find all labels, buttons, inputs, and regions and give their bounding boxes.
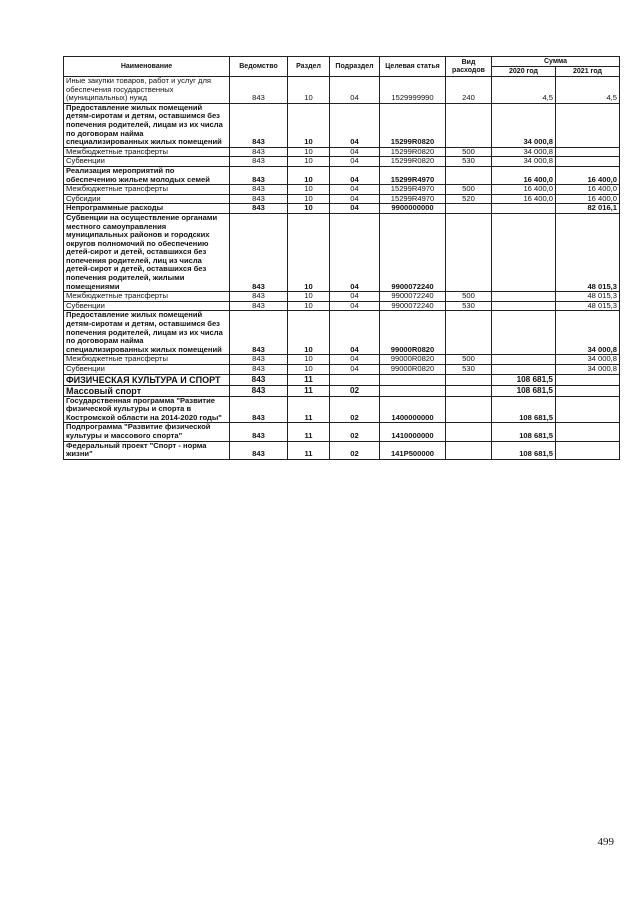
cell-subsection: 02: [330, 423, 380, 441]
cell-dept: 843: [230, 157, 288, 167]
table-row: [64, 77, 620, 104]
cell-2021: 16 400,0: [556, 166, 620, 184]
cell-subsection: 04: [330, 213, 380, 291]
cell-section: 10: [288, 166, 330, 184]
cell-name: Предоставление жилых помещений детям-сиротам и детям, оставшимся без попечения родителей, лицам из их числа по договорам найма специализированных жилых помещений: [64, 103, 230, 147]
cell-2020: [492, 213, 556, 291]
cell-dept: 843: [230, 194, 288, 204]
cell-target: 1529999990: [380, 77, 446, 104]
cell-2020: 108 681,5: [492, 441, 556, 459]
cell-2020: [492, 301, 556, 311]
cell-dept: 843: [230, 365, 288, 375]
cell-2020: [492, 365, 556, 375]
cell-subsection: 04: [330, 77, 380, 104]
header-2020: 2020 год: [492, 67, 556, 77]
header-target: Целевая статья: [380, 57, 446, 77]
cell-section: 10: [288, 292, 330, 302]
cell-2021: [556, 396, 620, 423]
cell-subsection: 04: [330, 157, 380, 167]
table-row: [64, 385, 620, 396]
cell-2020: 16 400,0: [492, 194, 556, 204]
cell-2021: [556, 441, 620, 459]
cell-2021: 16 400,0: [556, 194, 620, 204]
cell-name: Межбюджетные трансферты: [64, 147, 230, 157]
cell-section: 10: [288, 147, 330, 157]
page-number: 499: [597, 836, 614, 848]
cell-target: 15299R0820: [380, 147, 446, 157]
cell-target: 15299R4970: [380, 185, 446, 195]
table-row: [64, 365, 620, 375]
cell-target: 1400000000: [380, 396, 446, 423]
cell-dept: 843: [230, 77, 288, 104]
cell-name: Межбюджетные трансферты: [64, 185, 230, 195]
cell-name: Иные закупки товаров, работ и услуг для обеспечения государственных (муниципальных) нужд: [64, 77, 230, 104]
cell-2020: [492, 311, 556, 355]
cell-2020: 34 000,8: [492, 157, 556, 167]
cell-dept: 843: [230, 355, 288, 365]
header-name: Наименование: [64, 57, 230, 77]
cell-2021: 34 000,8: [556, 311, 620, 355]
cell-2021: [556, 103, 620, 147]
table-row: [64, 441, 620, 459]
cell-kind: 500: [446, 292, 492, 302]
cell-dept: 843: [230, 213, 288, 291]
cell-section: 10: [288, 194, 330, 204]
cell-kind: [446, 396, 492, 423]
header-section: Раздел: [288, 57, 330, 77]
cell-2020: 108 681,5: [492, 423, 556, 441]
cell-dept: 843: [230, 301, 288, 311]
table-row: [64, 423, 620, 441]
cell-2021: 48 015,3: [556, 213, 620, 291]
cell-name: Субвенции: [64, 301, 230, 311]
cell-2020: [492, 204, 556, 214]
cell-2020: 34 000,8: [492, 103, 556, 147]
cell-2021: 48 015,3: [556, 301, 620, 311]
cell-section: 11: [288, 423, 330, 441]
cell-section: 10: [288, 365, 330, 375]
cell-subsection: 04: [330, 311, 380, 355]
table-row: [64, 185, 620, 195]
cell-2021: 34 000,8: [556, 355, 620, 365]
cell-target: [380, 385, 446, 396]
cell-kind: [446, 166, 492, 184]
cell-2021: [556, 385, 620, 396]
cell-target: 99000R0820: [380, 355, 446, 365]
cell-2021: [556, 423, 620, 441]
cell-name: Субвенции на осуществление органами местного самоуправления муниципальных районов и городских округов полномочий по обеспечению детей-сирот и детей, оставшихся без попечения родителей, лиц из числа детей-сирот и детей, оставшихся без попечения родителей, жилыми помещениями: [64, 213, 230, 291]
cell-section: 11: [288, 374, 330, 385]
table-row: [64, 311, 620, 355]
cell-subsection: [330, 374, 380, 385]
cell-subsection: 04: [330, 292, 380, 302]
budget-table-container: [63, 56, 619, 460]
cell-section: 11: [288, 396, 330, 423]
cell-section: 10: [288, 301, 330, 311]
cell-subsection: 02: [330, 396, 380, 423]
cell-kind: [446, 385, 492, 396]
cell-kind: 240: [446, 77, 492, 104]
cell-target: 99000R0820: [380, 311, 446, 355]
cell-target: 9900072240: [380, 213, 446, 291]
cell-target: 9900072240: [380, 301, 446, 311]
cell-subsection: 04: [330, 147, 380, 157]
cell-subsection: 04: [330, 204, 380, 214]
cell-kind: 520: [446, 194, 492, 204]
cell-target: 9900072240: [380, 292, 446, 302]
cell-2021: [556, 147, 620, 157]
cell-target: 141P500000: [380, 441, 446, 459]
cell-name: ФИЗИЧЕСКАЯ КУЛЬТУРА И СПОРТ: [64, 374, 230, 385]
cell-section: 11: [288, 441, 330, 459]
cell-section: 10: [288, 77, 330, 104]
cell-subsection: 02: [330, 441, 380, 459]
cell-kind: [446, 423, 492, 441]
cell-kind: 530: [446, 157, 492, 167]
table-row: [64, 355, 620, 365]
cell-kind: 530: [446, 365, 492, 375]
cell-subsection: 04: [330, 103, 380, 147]
cell-kind: [446, 311, 492, 355]
table-row: [64, 292, 620, 302]
header-kind: Вид расходов: [446, 57, 492, 77]
cell-dept: 843: [230, 292, 288, 302]
cell-dept: 843: [230, 441, 288, 459]
cell-kind: 500: [446, 147, 492, 157]
cell-2020: 34 000,8: [492, 147, 556, 157]
cell-2020: 16 400,0: [492, 166, 556, 184]
table-row: [64, 157, 620, 167]
cell-section: 10: [288, 213, 330, 291]
cell-name: Реализация мероприятий по обеспечению жильем молодых семей: [64, 166, 230, 184]
cell-kind: 530: [446, 301, 492, 311]
cell-subsection: 04: [330, 194, 380, 204]
cell-dept: 843: [230, 147, 288, 157]
cell-kind: [446, 204, 492, 214]
cell-subsection: 04: [330, 301, 380, 311]
cell-name: Государственная программа "Развитие физической культуры и спорта в Костромской области на 2014-2020 годы": [64, 396, 230, 423]
header-subsection: Подраздел: [330, 57, 380, 77]
budget-table: [63, 56, 620, 460]
cell-2021: 48 015,3: [556, 292, 620, 302]
cell-kind: 500: [446, 355, 492, 365]
cell-2021: [556, 374, 620, 385]
header-2021: 2021 год: [556, 67, 620, 77]
cell-dept: 843: [230, 311, 288, 355]
cell-name: Субсидии: [64, 194, 230, 204]
cell-name: Субвенции: [64, 365, 230, 375]
cell-target: 15299R0820: [380, 103, 446, 147]
table-row: [64, 166, 620, 184]
cell-dept: 843: [230, 374, 288, 385]
cell-name: Федеральный проект "Спорт - норма жизни": [64, 441, 230, 459]
cell-name: Предоставление жилых помещений детям-сиротам и детям, оставшимся без попечения родителей, лицам из их числа по договорам найма специализированных жилых помещений: [64, 311, 230, 355]
cell-dept: 843: [230, 385, 288, 396]
cell-section: 10: [288, 204, 330, 214]
cell-kind: [446, 213, 492, 291]
cell-name: Непрограммные расходы: [64, 204, 230, 214]
cell-section: 10: [288, 311, 330, 355]
cell-target: 15299R0820: [380, 157, 446, 167]
cell-2021: 82 016,1: [556, 204, 620, 214]
cell-name: Межбюджетные трансферты: [64, 355, 230, 365]
cell-2020: [492, 292, 556, 302]
cell-dept: 843: [230, 103, 288, 147]
cell-name: Подпрограмма "Развитие физической культуры и массового спорта": [64, 423, 230, 441]
cell-2020: 16 400,0: [492, 185, 556, 195]
cell-dept: 843: [230, 204, 288, 214]
cell-2020: 4,5: [492, 77, 556, 104]
cell-name: Массовый спорт: [64, 385, 230, 396]
cell-target: 15299R4970: [380, 166, 446, 184]
cell-subsection: 02: [330, 385, 380, 396]
cell-2020: 108 681,5: [492, 396, 556, 423]
cell-2021: 16 400,0: [556, 185, 620, 195]
table-row: [64, 396, 620, 423]
cell-target: [380, 374, 446, 385]
cell-kind: [446, 103, 492, 147]
cell-target: 9900000000: [380, 204, 446, 214]
cell-section: 11: [288, 385, 330, 396]
header-dept: Ведомство: [230, 57, 288, 77]
cell-name: Межбюджетные трансферты: [64, 292, 230, 302]
cell-section: 10: [288, 355, 330, 365]
cell-target: 1410000000: [380, 423, 446, 441]
cell-kind: 500: [446, 185, 492, 195]
cell-dept: 843: [230, 185, 288, 195]
cell-2021: 4,5: [556, 77, 620, 104]
table-row: [64, 204, 620, 214]
cell-dept: 843: [230, 166, 288, 184]
cell-kind: [446, 441, 492, 459]
cell-2021: [556, 157, 620, 167]
cell-target: 15299R4970: [380, 194, 446, 204]
cell-dept: 843: [230, 423, 288, 441]
table-row: [64, 103, 620, 147]
cell-dept: 843: [230, 396, 288, 423]
cell-section: 10: [288, 185, 330, 195]
cell-2020: 108 681,5: [492, 385, 556, 396]
cell-subsection: 04: [330, 355, 380, 365]
cell-subsection: 04: [330, 185, 380, 195]
table-body: [64, 77, 620, 460]
table-row: [64, 213, 620, 291]
cell-2021: 34 000,8: [556, 365, 620, 375]
header-sum: Сумма: [492, 57, 620, 67]
cell-subsection: 04: [330, 365, 380, 375]
cell-target: 99000R0820: [380, 365, 446, 375]
cell-kind: [446, 374, 492, 385]
cell-name: Субвенции: [64, 157, 230, 167]
table-row: [64, 374, 620, 385]
cell-2020: 108 681,5: [492, 374, 556, 385]
cell-2020: [492, 355, 556, 365]
cell-section: 10: [288, 103, 330, 147]
cell-subsection: 04: [330, 166, 380, 184]
cell-section: 10: [288, 157, 330, 167]
